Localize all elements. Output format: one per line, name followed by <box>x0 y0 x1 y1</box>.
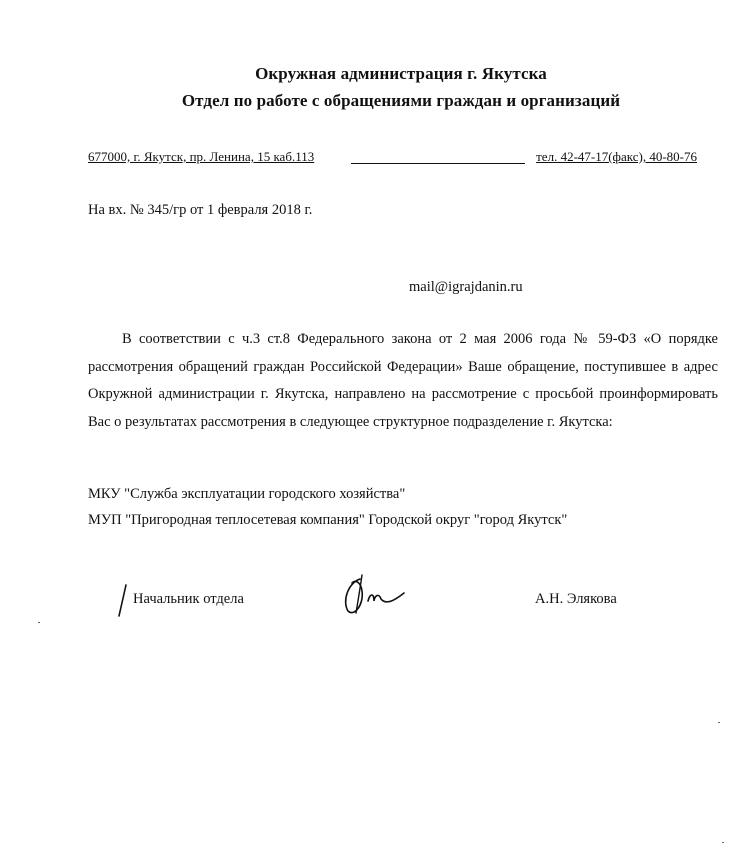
signature-row <box>0 591 746 621</box>
address-line <box>88 149 697 167</box>
incoming-reference: На вх. № 345/гр от 1 февраля 2018 г. <box>88 202 313 218</box>
signer-position: Начальник отдела <box>133 591 244 607</box>
address-underline <box>351 163 525 164</box>
signer-name: А.Н. Элякова <box>535 591 617 607</box>
organization-1: МКУ "Служба эксплуатации городского хозяйства" <box>88 486 406 502</box>
slash-mark-icon <box>116 583 128 619</box>
header-department: Отдел по работе с обращениями граждан и организаций <box>181 91 621 110</box>
phone-text: тел. 42-47-17(факс), 40-80-76 <box>536 149 697 164</box>
recipient-email: mail@igrajdanin.ru <box>409 279 523 295</box>
letter-body: В соответствии с ч.3 ст.8 Федерального закона от 2 мая 2006 года № 59-ФЗ «О порядке рассмотрения обращений граждан Российской Федерации» Ваше обращение, поступившее в адрес Окружной администрации г. Якутска, направлено на рассмотрение с просьбой проинформировать Вас о результатах рассмотрения в следующее структурное подразделение г. Якутска: <box>88 331 718 430</box>
header-organization: Окружная администрация г. Якутска <box>255 64 547 83</box>
handwritten-signature-icon <box>338 571 410 617</box>
scan-speck <box>718 722 720 723</box>
organization-2: МУП "Пригородная теплосетевая компания" Городской округ "город Якутск" <box>88 512 568 528</box>
scan-speck <box>38 622 40 623</box>
address-text: 677000, г. Якутск, пр. Ленина, 15 каб.113 <box>88 149 315 164</box>
scan-speck <box>722 842 724 843</box>
